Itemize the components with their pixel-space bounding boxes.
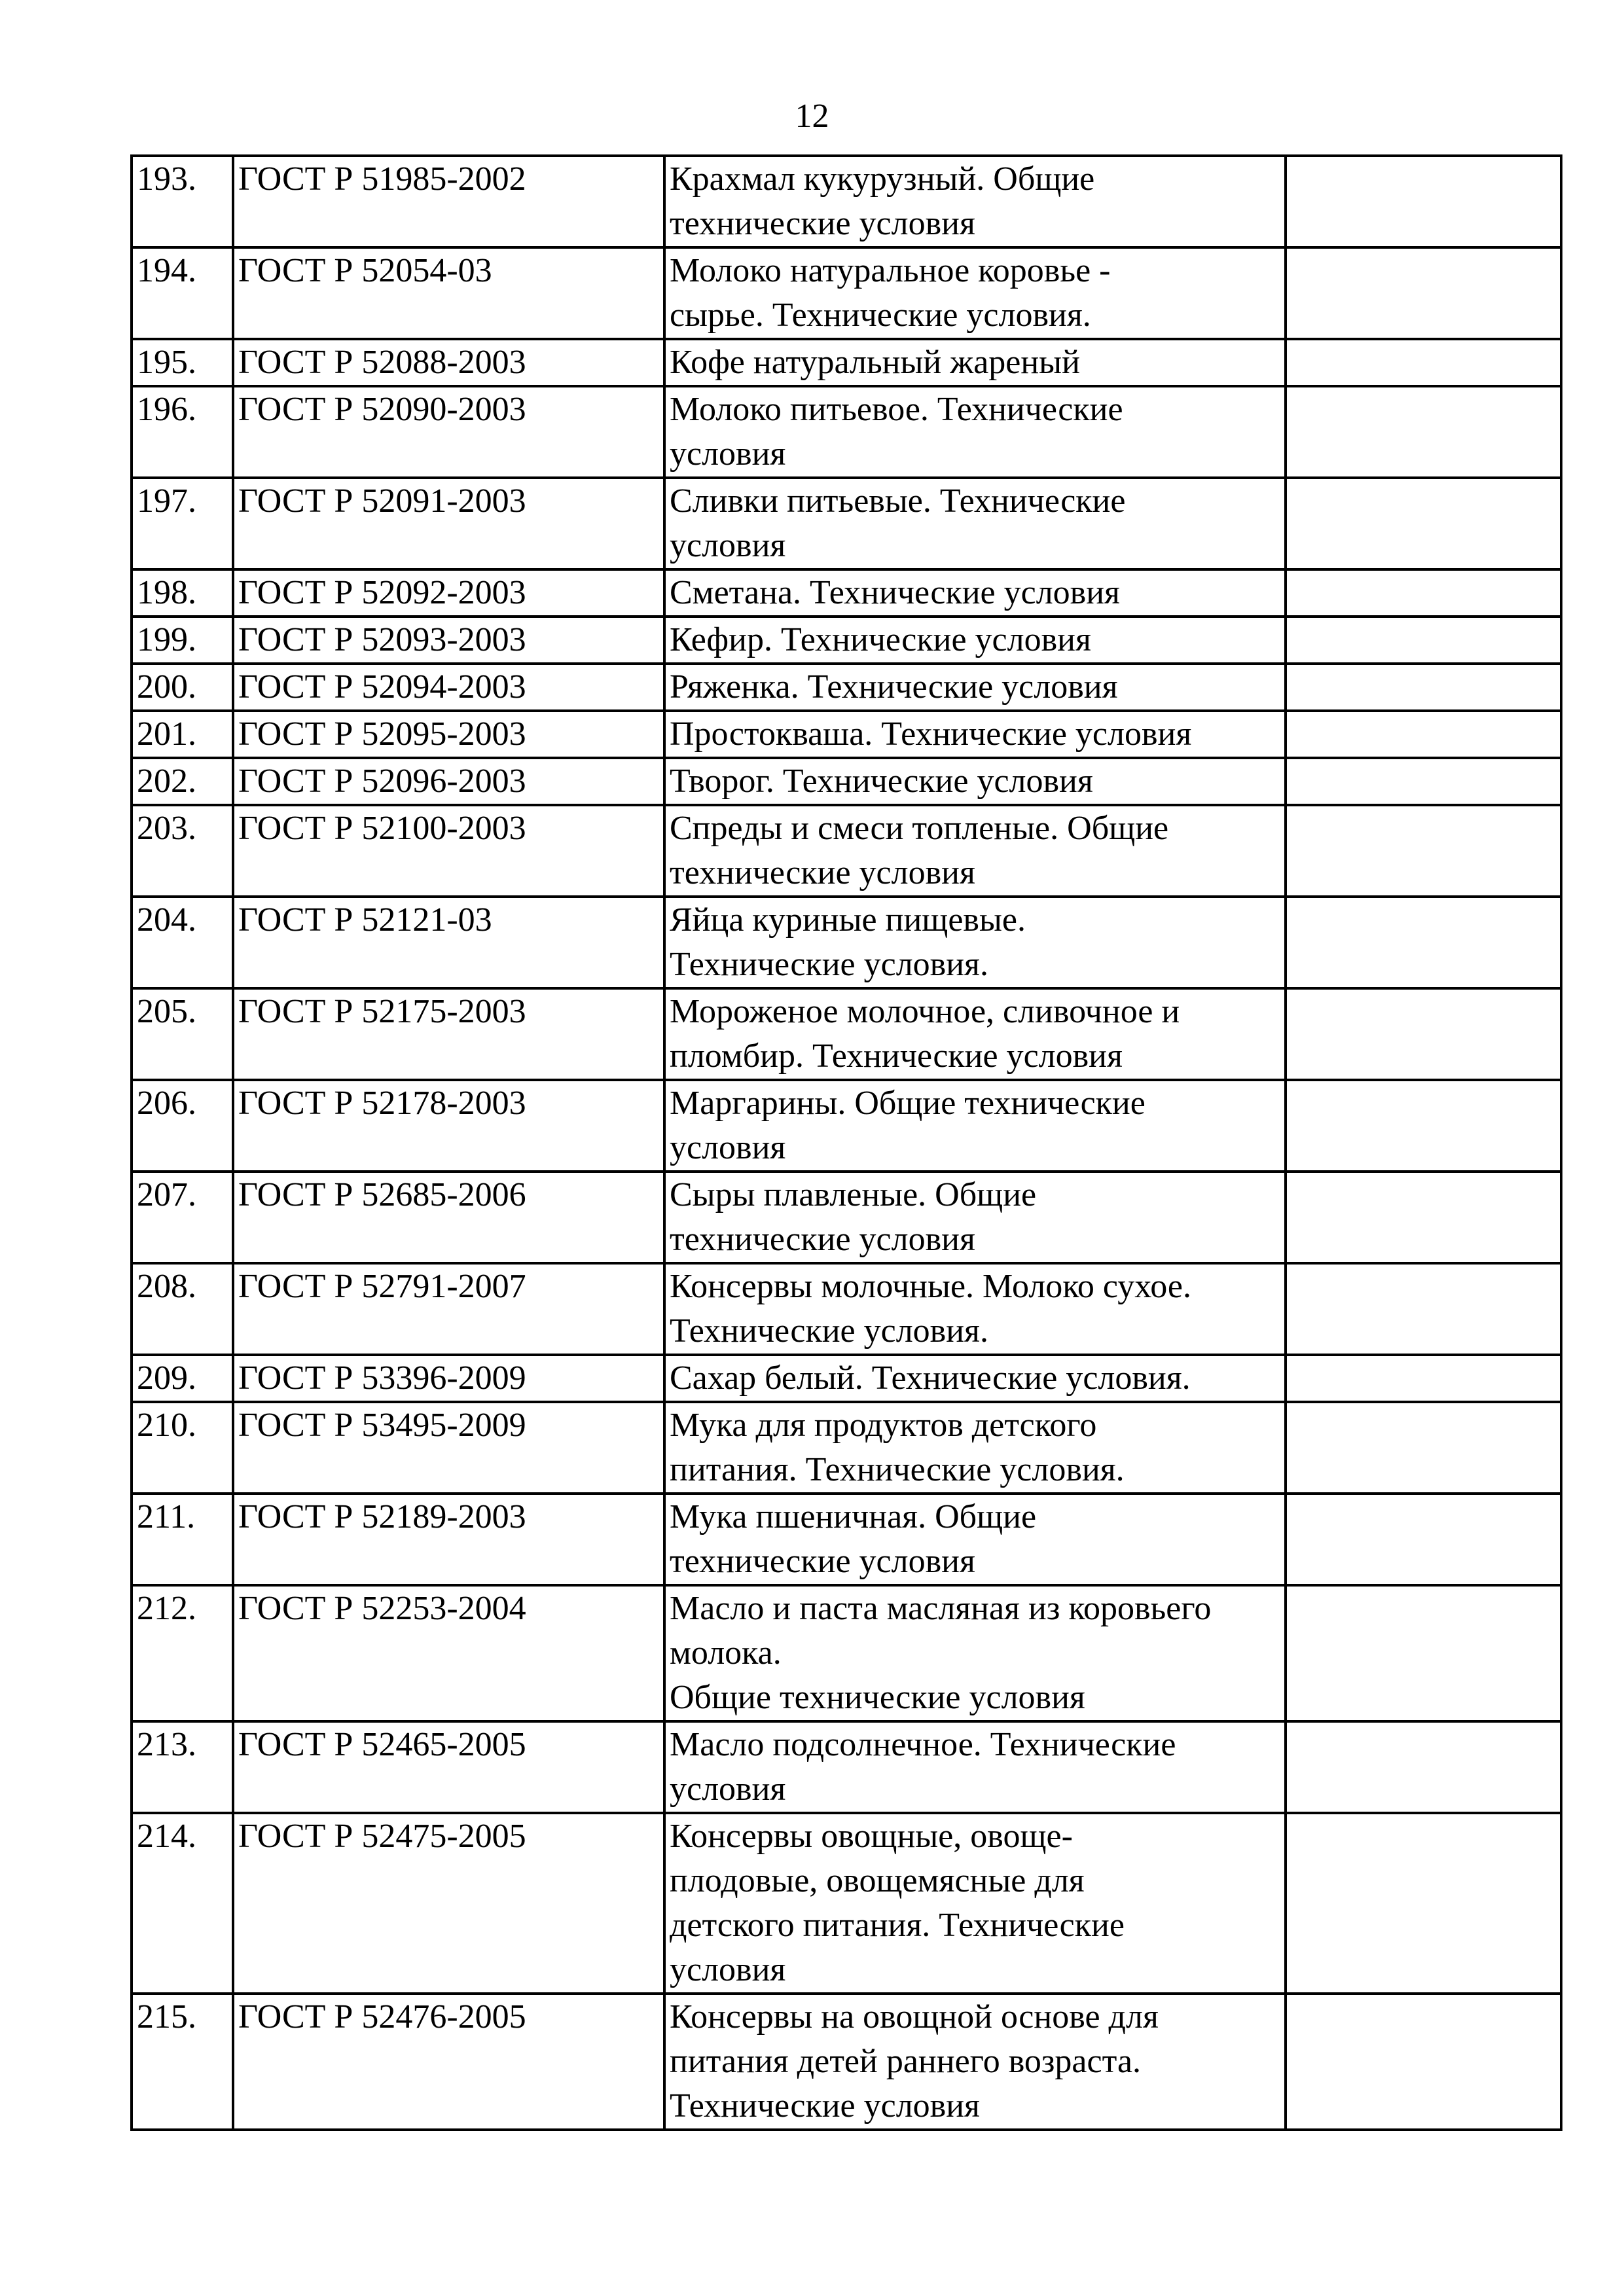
standard-title: Масло и паста масляная из коровьего молока. Общие технические условия — [664, 1585, 1286, 1721]
notes-cell — [1286, 1080, 1561, 1172]
row-number: 214. — [132, 1813, 233, 1994]
standard-title: Мука для продуктов детского питания. Технические условия. — [664, 1402, 1286, 1494]
standard-code: ГОСТ Р 52093-2003 — [233, 617, 664, 664]
table-row — [132, 478, 1561, 569]
standard-code: ГОСТ Р 52685-2006 — [233, 1172, 664, 1263]
table-row — [132, 386, 1561, 478]
notes-cell — [1286, 1585, 1561, 1721]
standard-title: Ряженка. Технические условия — [664, 664, 1286, 711]
standard-title: Молоко питьевое. Технические условия — [664, 386, 1286, 478]
notes-cell — [1286, 988, 1561, 1080]
table-row — [132, 1402, 1561, 1494]
standard-code: ГОСТ Р 52095-2003 — [233, 711, 664, 758]
table-row — [132, 711, 1561, 758]
table-row — [132, 1355, 1561, 1402]
standard-title: Сыры плавленые. Общие технические условия — [664, 1172, 1286, 1263]
standard-code: ГОСТ Р 52175-2003 — [233, 988, 664, 1080]
notes-cell — [1286, 1494, 1561, 1585]
table-row — [132, 1494, 1561, 1585]
row-number: 211. — [132, 1494, 233, 1585]
standard-title: Сметана. Технические условия — [664, 569, 1286, 617]
table-row — [132, 569, 1561, 617]
notes-cell — [1286, 339, 1561, 386]
standard-code: ГОСТ Р 53495-2009 — [233, 1402, 664, 1494]
standard-title: Молоко натуральное коровье - сырье. Технические условия. — [664, 247, 1286, 339]
standard-title: Спреды и смеси топленые. Общие технические условия — [664, 805, 1286, 897]
row-number: 206. — [132, 1080, 233, 1172]
row-number: 194. — [132, 247, 233, 339]
table-row — [132, 1080, 1561, 1172]
notes-cell — [1286, 247, 1561, 339]
notes-cell — [1286, 1172, 1561, 1263]
standard-code: ГОСТ Р 52090-2003 — [233, 386, 664, 478]
standard-code: ГОСТ Р 52091-2003 — [233, 478, 664, 569]
notes-cell — [1286, 478, 1561, 569]
standard-title: Творог. Технические условия — [664, 758, 1286, 805]
table-row — [132, 805, 1561, 897]
standard-code: ГОСТ Р 51985-2002 — [233, 156, 664, 247]
notes-cell — [1286, 1721, 1561, 1813]
table-row — [132, 339, 1561, 386]
row-number: 215. — [132, 1994, 233, 2130]
standard-code: ГОСТ Р 52475-2005 — [233, 1813, 664, 1994]
standard-code: ГОСТ Р 52088-2003 — [233, 339, 664, 386]
standard-title: Кефир. Технические условия — [664, 617, 1286, 664]
notes-cell — [1286, 386, 1561, 478]
notes-cell — [1286, 758, 1561, 805]
standard-title: Сливки питьевые. Технические условия — [664, 478, 1286, 569]
standard-code: ГОСТ Р 53396-2009 — [233, 1355, 664, 1402]
standard-code: ГОСТ Р 52092-2003 — [233, 569, 664, 617]
row-number: 203. — [132, 805, 233, 897]
table-row — [132, 617, 1561, 664]
standards-table-body — [132, 156, 1561, 2130]
standard-title: Мороженое молочное, сливочное и пломбир. Технические условия — [664, 988, 1286, 1080]
standard-code: ГОСТ Р 52121-03 — [233, 897, 664, 988]
standard-title: Консервы на овощной основе для питания детей раннего возраста. Технические условия — [664, 1994, 1286, 2130]
table-row — [132, 1994, 1561, 2130]
notes-cell — [1286, 1402, 1561, 1494]
notes-cell — [1286, 805, 1561, 897]
standard-code: ГОСТ Р 52094-2003 — [233, 664, 664, 711]
notes-cell — [1286, 1263, 1561, 1355]
table-row — [132, 1263, 1561, 1355]
notes-cell — [1286, 711, 1561, 758]
notes-cell — [1286, 897, 1561, 988]
standard-title: Консервы овощные, овоще- плодовые, овощемясные для детского питания. Технические условия — [664, 1813, 1286, 1994]
standard-title: Консервы молочные. Молоко сухое. Технические условия. — [664, 1263, 1286, 1355]
row-number: 213. — [132, 1721, 233, 1813]
table-row — [132, 897, 1561, 988]
table-row — [132, 247, 1561, 339]
standard-title: Мука пшеничная. Общие технические условия — [664, 1494, 1286, 1585]
notes-cell — [1286, 664, 1561, 711]
standard-title: Кофе натуральный жареный — [664, 339, 1286, 386]
standard-code: ГОСТ Р 52178-2003 — [233, 1080, 664, 1172]
standard-title: Маргарины. Общие технические условия — [664, 1080, 1286, 1172]
row-number: 208. — [132, 1263, 233, 1355]
standard-title: Крахмал кукурузный. Общие технические условия — [664, 156, 1286, 247]
notes-cell — [1286, 156, 1561, 247]
row-number: 197. — [132, 478, 233, 569]
table-row — [132, 758, 1561, 805]
standard-code: ГОСТ Р 52465-2005 — [233, 1721, 664, 1813]
notes-cell — [1286, 1813, 1561, 1994]
notes-cell — [1286, 617, 1561, 664]
row-number: 202. — [132, 758, 233, 805]
row-number: 201. — [132, 711, 233, 758]
row-number: 196. — [132, 386, 233, 478]
standard-code: ГОСТ Р 52100-2003 — [233, 805, 664, 897]
page-number: 12 — [795, 98, 829, 135]
row-number: 195. — [132, 339, 233, 386]
row-number: 210. — [132, 1402, 233, 1494]
standard-title: Простокваша. Технические условия — [664, 711, 1286, 758]
table-row — [132, 1585, 1561, 1721]
standard-title: Масло подсолнечное. Технические условия — [664, 1721, 1286, 1813]
standard-title: Сахар белый. Технические условия. — [664, 1355, 1286, 1402]
table-row — [132, 1721, 1561, 1813]
row-number: 200. — [132, 664, 233, 711]
row-number: 204. — [132, 897, 233, 988]
row-number: 198. — [132, 569, 233, 617]
table-row — [132, 156, 1561, 247]
notes-cell — [1286, 1355, 1561, 1402]
notes-cell — [1286, 569, 1561, 617]
standard-code: ГОСТ Р 52791-2007 — [233, 1263, 664, 1355]
table-row — [132, 1172, 1561, 1263]
row-number: 209. — [132, 1355, 233, 1402]
standard-code: ГОСТ Р 52054-03 — [233, 247, 664, 339]
row-number: 199. — [132, 617, 233, 664]
row-number: 207. — [132, 1172, 233, 1263]
standard-code: ГОСТ Р 52096-2003 — [233, 758, 664, 805]
row-number: 193. — [132, 156, 233, 247]
standard-code: ГОСТ Р 52189-2003 — [233, 1494, 664, 1585]
row-number: 212. — [132, 1585, 233, 1721]
table-row — [132, 1813, 1561, 1994]
table-row — [132, 664, 1561, 711]
row-number: 205. — [132, 988, 233, 1080]
standards-table — [130, 154, 1562, 2131]
standard-code: ГОСТ Р 52476-2005 — [233, 1994, 664, 2130]
standard-code: ГОСТ Р 52253-2004 — [233, 1585, 664, 1721]
standard-title: Яйца куриные пищевые. Технические условия. — [664, 897, 1286, 988]
table-row — [132, 988, 1561, 1080]
notes-cell — [1286, 1994, 1561, 2130]
